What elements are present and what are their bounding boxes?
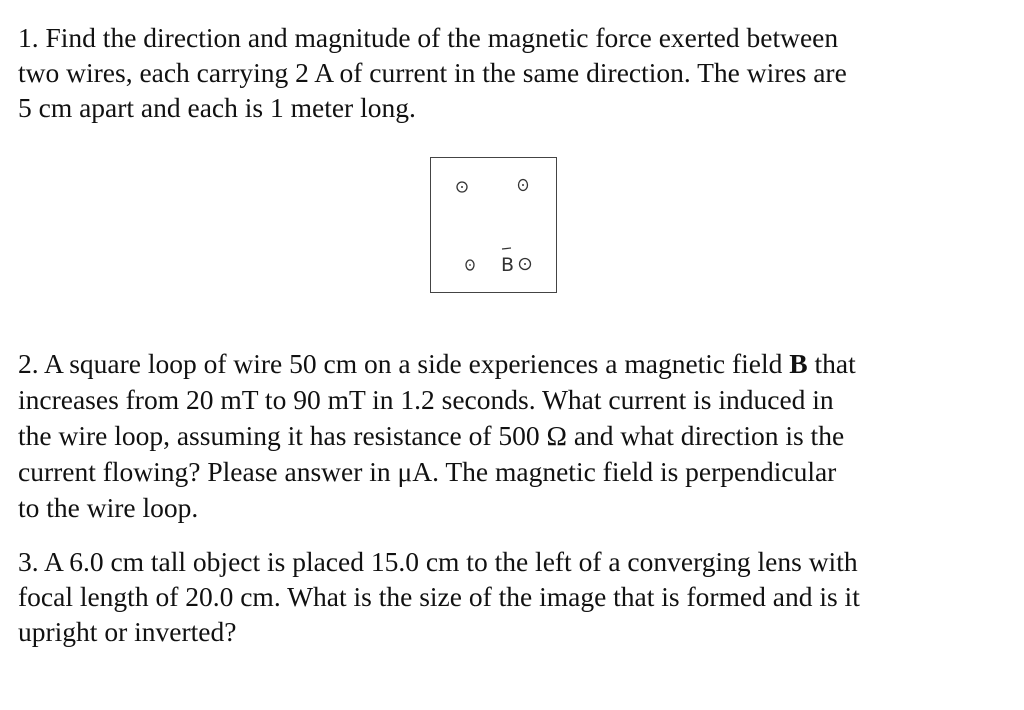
field-out-of-page-icon (519, 180, 528, 191)
field-out-of-page-icon (457, 182, 467, 192)
question-1: 1. Find the direction and magnitude of the magnetic force exerted between two wires, each carrying 2 A of current in the same direction. The wires are 5 cm apart and each is 1 meter long. (18, 22, 847, 123)
field-out-of-page-icon (520, 259, 531, 270)
field-dots-diagram (431, 158, 558, 294)
question-3: 3. A 6.0 cm tall object is placed 15.0 cm to the left of a converging lens with focal length of 20.0 cm. What is the size of the image that is formed and is it upright or inverted? (18, 546, 860, 647)
question-2-text-end: that increases from 20 mT to 90 mT in 1.2 seconds. What current is induced in the wire loop, assuming it has resistance of 500 Ω and what direction is the current flowing? Please answer in μA. The magnetic field is perpendicular to the wire loop. (18, 348, 856, 523)
magnetic-field-figure (430, 157, 557, 293)
field-symbol-bold: B (789, 348, 808, 379)
question-2-text-start: 2. A square loop of wire 50 cm on a side experiences a magnetic field (18, 348, 790, 379)
field-out-of-page-icon (466, 260, 474, 270)
vector-arrow-icon (502, 248, 511, 249)
field-label: B (501, 254, 515, 276)
question-2 (18, 346, 1008, 526)
